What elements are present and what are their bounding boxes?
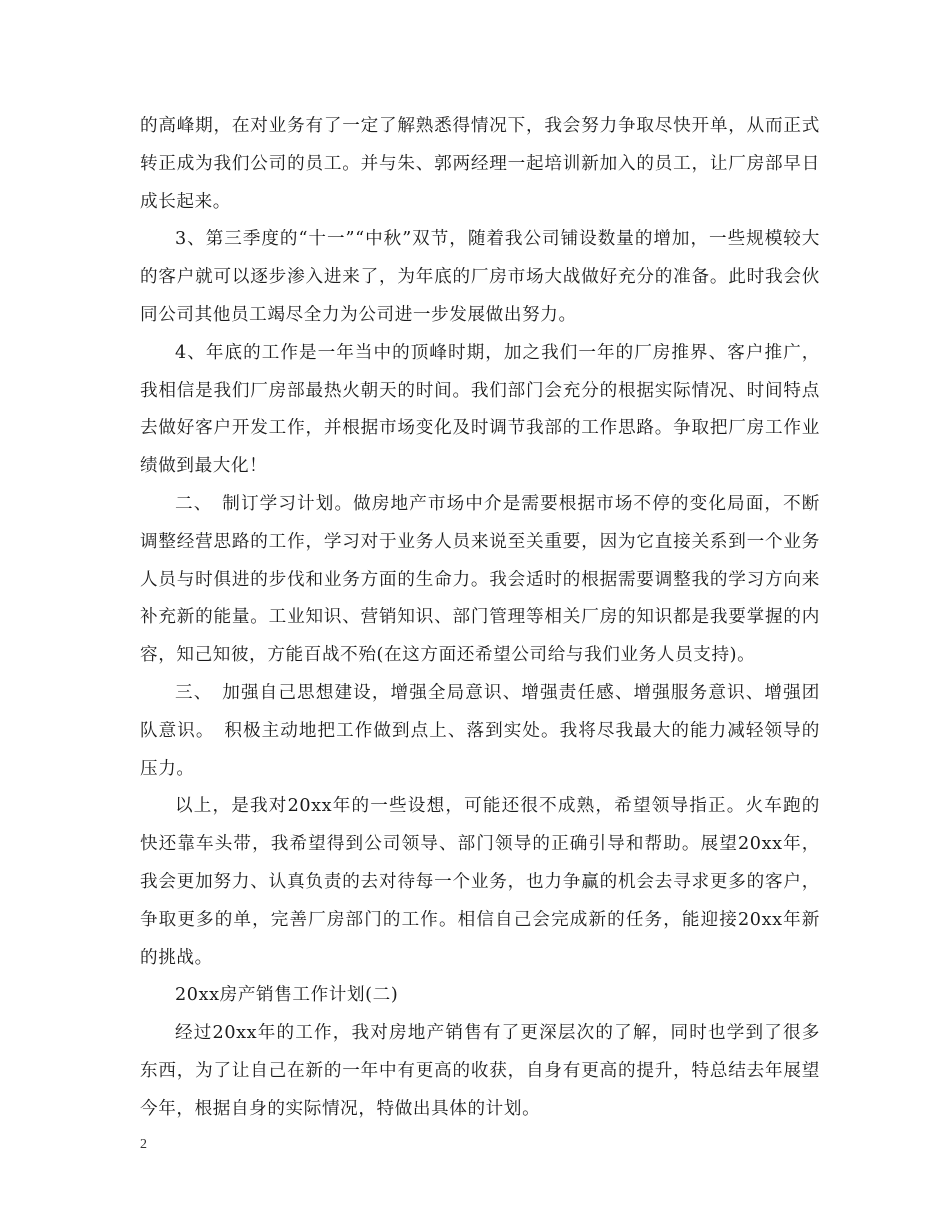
paragraph-intro: 经过20xx年的工作，我对房地产销售有了更深层次的了解，同时也学到了很多东西，为了让自己在新的一年中有更高的收获，自身有更高的提升，特总结去年展望今年，根据自身的实际情况，特做出具体的计划。 — [140, 1023, 820, 1119]
paragraph-item-4: 4、年底的工作是一年当中的顶峰时期，加之我们一年的厂房推界、客户推广，我相信是我们厂房部最热火朝天的时间。我们部门会充分的根据实际情况、时间特点去做好客户开发工作，并根据市场变化及时调节我部的工作思路。争取把厂房工作业绩做到最大化！ — [140, 342, 820, 477]
document-body — [140, 108, 820, 1129]
page-number: 2 — [140, 1137, 147, 1152]
paragraph-conclusion: 以上，是我对20xx年的一些设想，可能还很不成熟，希望领导指正。火车跑的快还靠车头带，我希望得到公司领导、部门领导的正确引导和帮助。展望20xx年，我会更加努力、认真负责的去对待每一个业务，也力争赢的机会去寻求更多的客户，争取更多的单，完善厂房部门的工作。相信自己会完成新的任务，能迎接20xx年新的挑战。 — [140, 796, 820, 968]
paragraph-section-three: 三、 加强自己思想建设，增强全局意识、增强责任感、增强服务意识、增强团队意识。 积极主动地把工作做到点上、落到实处。我将尽我最大的能力减轻领导的压力。 — [140, 682, 820, 779]
paragraph-item-3: 3、第三季度的“十一”“中秋”双节，随着我公司铺设数量的增加，一些规模较大的客户就可以逐步渗入进来了，为年底的厂房市场大战做好充分的准备。此时我会伙同公司其他员工竭尽全力为公司进一步发展做出努力。 — [140, 229, 820, 325]
section-heading: 20xx房产销售工作计划(二) — [175, 985, 399, 1006]
paragraph-section-two: 二、 制订学习计划。做房地产市场中介是需要根据市场不停的变化局面，不断调整经营思路的工作，学习对于业务人员来说至关重要，因为它直接关系到一个业务人员与时俱进的步伐和业务方面的生命力。我会适时的根据需要调整我的学习方向来补充新的能量。工业知识、营销知识、部门管理等相关厂房的知识都是我要掌握的内容，知己知彼，方能百战不殆(在这方面还希望公司给与我们业务人员支持)。 — [140, 493, 820, 666]
paragraph-continuation: 的高峰期，在对业务有了一定了解熟悉得情况下，我会努力争取尽快开单，从而正式转正成为我们公司的员工。并与朱、郭两经理一起培训新加入的员工，让厂房部早日成长起来。 — [140, 116, 820, 212]
